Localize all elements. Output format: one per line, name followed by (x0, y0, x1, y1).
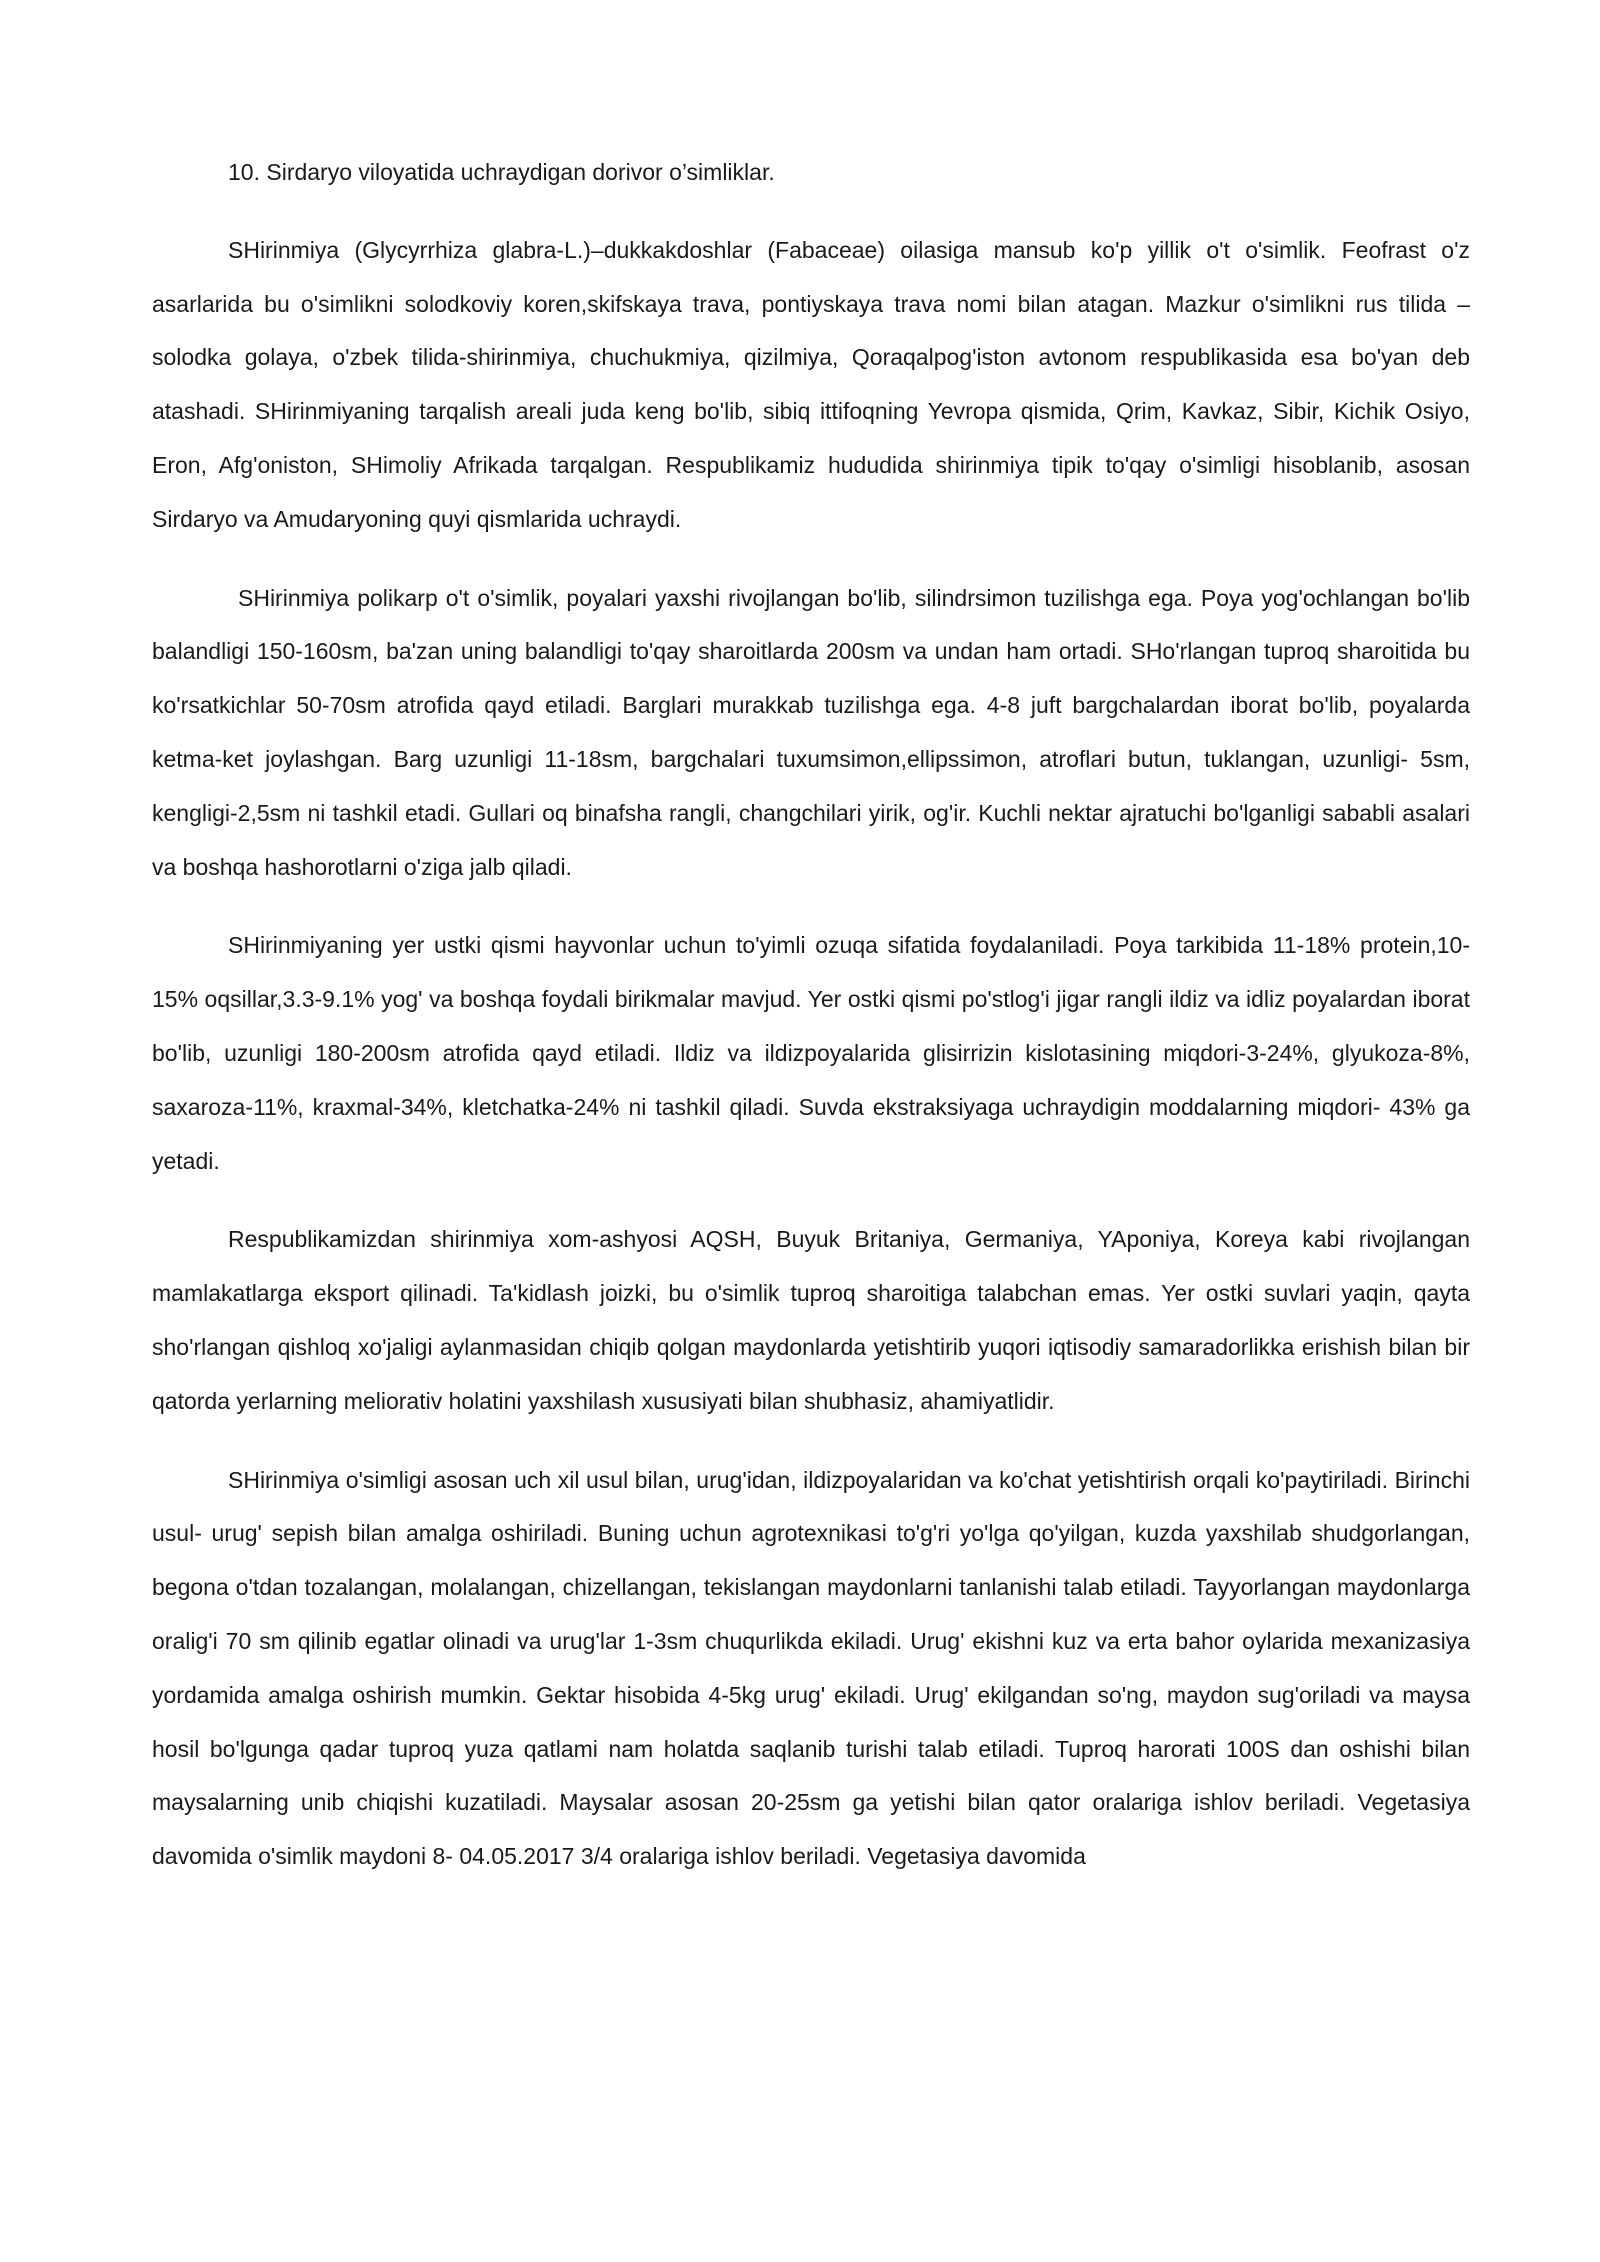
paragraph-cultivation: SHirinmiya o'simligi asosan uch xil usul bilan, urug'idan, ildizpoyalaridan va ko'chat yetishtirish orqali ko'paytiriladi. Birinchi usul- urug' sepish bilan amalga oshiriladi. Buning uchun agrotexnikasi to'g'ri yo'lga qo'yilgan, kuzda yaxshilab shudgorlangan, begona o'tdan tozalangan, molalangan, chizellangan, tekislangan maydonlarni tanlanishi talab etiladi. Tayyorlangan maydonlarga oralig'i 70 sm qilinib egatlar olinadi va urug'lar 1-3sm chuqurlikda ekiladi. Urug' ekishni kuz va erta bahor oylarida mexanizasiya yordamida amalga oshirish mumkin. Gektar hisobida 4-5kg urug' ekiladi. Urug' ekilgandan so'ng, maydon sug'oriladi va maysa hosil bo'lgunga qadar tuproq yuza qatlami nam holatda saqlanib turishi talab etiladi. Tuproq harorati 100S dan oshishi bilan maysalarning unib chiqishi kuzatiladi. Maysalar asosan 20-25sm ga yetishi bilan qator oralariga ishlov beriladi. Vegetasiya davomida o'simlik maydoni 8- 04.05.2017 3/4 oralariga ishlov beriladi. Vegetasiya davomida (152, 1466, 1470, 1870)
paragraph-composition: SHirinmiyaning yer ustki qismi hayvonlar uchun to'yimli ozuqa sifatida foydalaniladi. Poya tarkibida 11-18% protein,10-15% oqsillar,3.3-9.1% yog' va boshqa foydali birikmalar mavjud. Yer ostki qismi po'stlog'i jigar rangli ildiz va idliz poyalardan iborat bo'lib, uzunligi 180-200sm atrofida qayd etiladi. Ildiz va ildizpoyalarida glisirrizin kislotasining miqdori-3-24%, glyukoza-8%, saxaroza-11%, kraxmal-34%, kletchatka-24% ni tashkil qiladi. Suvda ekstraksiyaga uchraydigin moddalarning miqdori- 43% ga yetadi. (152, 932, 1470, 1174)
document-body (152, 146, 1470, 1909)
paragraph-morphology: SHirinmiya polikarp o't o'simlik, poyalari yaxshi rivojlangan bo'lib, silindrsimon tuzilishga ega. Poya yog'ochlangan bo'lib balandligi 150-160sm, ba'zan uning balandligi to'qay sharoitlarda 200sm va undan ham ortadi. SHo'rlangan tuproq sharoitida bu ko'rsatkichlar 50-70sm atrofida qayd etiladi. Barglari murakkab tuzilishga ega. 4-8 juft bargchalardan iborat bo'lib, poyalarda ketma-ket joylashgan. Barg uzunligi 11-18sm, bargchalari tuxumsimon,ellipssimon, atroflari butun, tuklangan, uzunligi- 5sm, kengligi-2,5sm ni tashkil etadi. Gullari oq binafsha rangli, changchilari yirik, og'ir. Kuchli nektar ajratuchi bo'lganligi sababli asalari va boshqa hashorotlarni o'ziga jalb qiladi. (152, 584, 1470, 880)
paragraph-intro: SHirinmiya (Glycyrrhiza glabra-L.)–dukkakdoshlar (Fabaceae) oilasiga mansub ko'p yillik o't o'simlik. Feofrast o'z asarlarida bu o'simlikni solodkoviy koren,skifskaya trava, pontiyskaya trava nomi bilan atagan. Mazkur o'simlikni rus tilida –solodka golaya, o'zbek tilida-shirinmiya, chuchukmiya, qizilmiya, Qoraqalpog'iston avtonom respublikasida esa bo'yan deb atashadi. SHirinmiyaning tarqalish areali juda keng bo'lib, sibiq ittifoqning Yevropa qismida, Qrim, Kavkaz, Sibir, Kichik Osiyo, Eron, Afg'oniston, SHimoliy Afrikada tarqalgan. Respublikamiz hududida shirinmiya tipik to'qay o'simligi hisoblanib, asosan Sirdaryo va Amudaryoning quyi qismlarida uchraydi. (152, 236, 1470, 532)
paragraph-export: Respublikamizdan shirinmiya xom-ashyosi AQSH, Buyuk Britaniya, Germaniya, YAponiya, Koreya kabi rivojlangan mamlakatlarga eksport qilinadi. Ta'kidlash joizki, bu o'simlik tuproq sharoitiga talabchan emas. Yer ostki suvlari yaqin, qayta sho'rlangan qishloq xo'jaligi aylanmasidan chiqib qolgan maydonlarda yetishtirib yuqori iqtisodiy samaradorlikka erishish bilan bir qatorda yerlarning meliorativ holatini yaxshilash xususiyati bilan shubhasiz, ahamiyatlidir. (152, 1226, 1470, 1414)
section-heading: 10. Sirdaryo viloyatida uchraydigan dorivor o’simliklar. (228, 159, 775, 185)
